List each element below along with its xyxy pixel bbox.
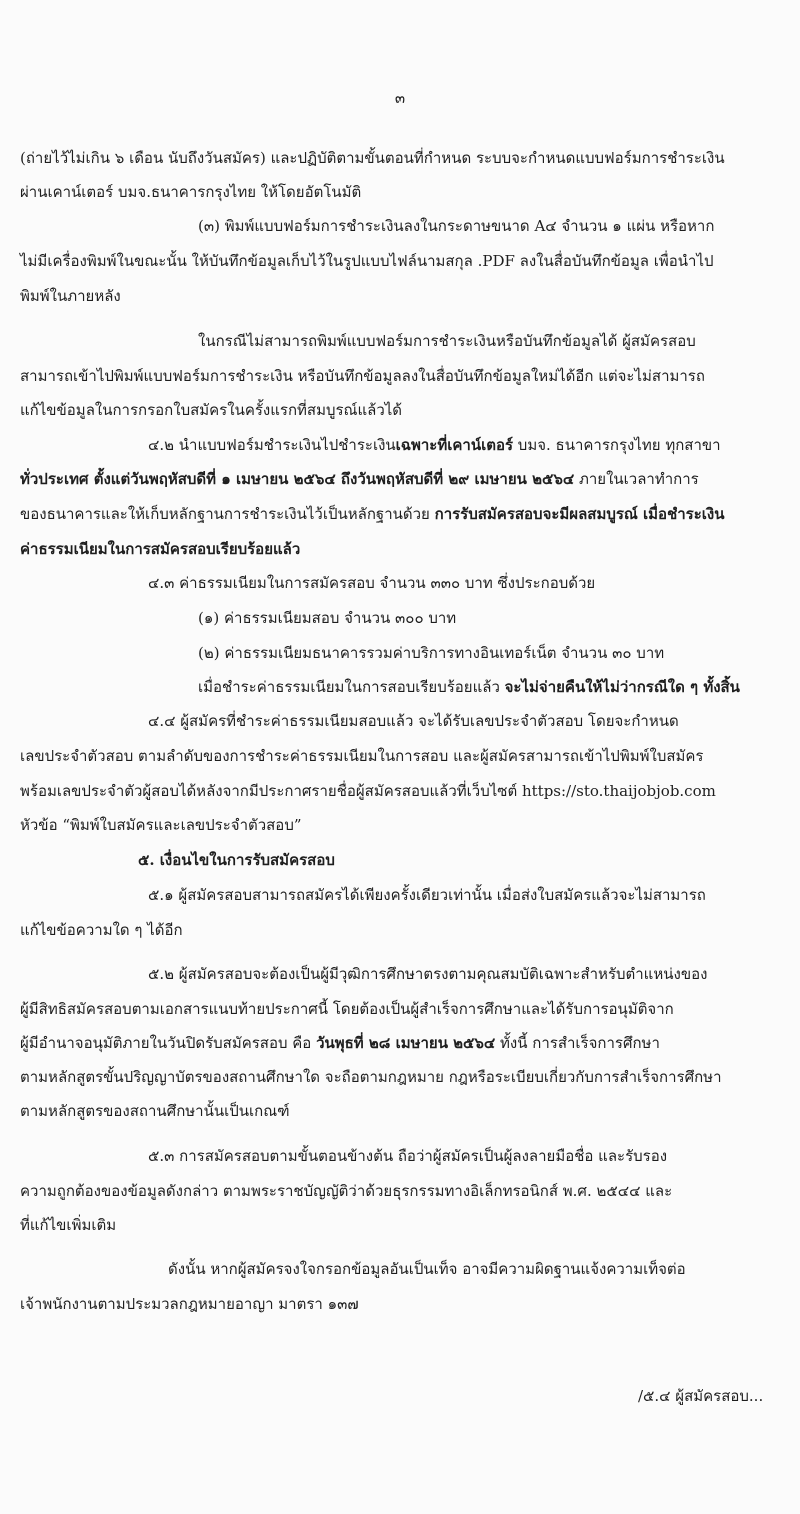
text-line: ไม่มีเครื่องพิมพ์ในขณะนั้น ให้บันทึกข้อมูลเก็บไว้ในรูปแบบไฟล์นามสกุล .PDF ลงในสื่อบันทึกข้อมูล เพื่อนำไป xyxy=(20,252,714,270)
text-line: แก้ไขข้อมูลในการกรอกใบสมัครในครั้งแรกที่สมบูรณ์แล้วได้ xyxy=(20,401,403,419)
text-run: ของธนาคารและให้เก็บหลักฐานการชำระเงินไว้เป็นหลักฐานด้วย xyxy=(20,505,435,523)
bold-text-run: ทั่วประเทศ xyxy=(20,470,94,488)
text-run: ภายในเวลาทำการ xyxy=(574,470,699,488)
text-run: ผู้มีอำนาจอนุมัติภายในวันปิดรับสมัครสอบ คือ xyxy=(20,1034,317,1052)
text-line: (๓) พิมพ์แบบฟอร์มการชำระเงินลงในกระดาษขนาด A๔ จำนวน ๑ แผ่น หรือหาก xyxy=(198,217,715,235)
text-line: ๕.๒ ผู้สมัครสอบจะต้องเป็นผู้มีวุฒิการศึกษาตรงตามคุณสมบัติเฉพาะสำหรับตำแหน่งของ xyxy=(148,965,708,983)
text-line: ๕.๑ ผู้สมัครสอบสามารถสมัครได้เพียงครั้งเดียวเท่านั้น เมื่อส่งใบสมัครแล้วจะไม่สามารถ xyxy=(148,886,706,904)
text-line: เลขประจำตัวสอบ ตามลำดับของการชำระค่าธรรมเนียมในการสอบ และผู้สมัครสามารถเข้าไปพิมพ์ใบสมัคร xyxy=(20,747,704,765)
bold-text-line: ค่าธรรมเนียมในการสมัครสอบเรียบร้อยแล้ว xyxy=(20,540,301,558)
text-line: ผ่านเคาน์เตอร์ บมจ.ธนาคารกรุงไทย ให้โดยอัตโนมัติ xyxy=(20,183,362,201)
bold-text-run: วันพุธที่ ๒๘ เมษายน ๒๕๖๔ xyxy=(316,1034,496,1052)
text-line: ตามหลักสูตรขั้นปริญญาบัตรของสถานศึกษาใด จะถือตามกฎหมาย กฎหรือระเบียบเกี่ยวกับการสำเร็จการศึกษา xyxy=(20,1068,722,1086)
text-line: ตามหลักสูตรของสถานศึกษานั้นเป็นเกณฑ์ xyxy=(20,1102,290,1120)
section-heading: ๕. เงื่อนไขในการรับสมัครสอบ xyxy=(138,851,335,869)
text-line: ผู้มีสิทธิสมัครสอบตามเอกสารแนบท้ายประกาศนี้ โดยต้องเป็นผู้สำเร็จการศึกษาและได้รับการอนุมัติจาก xyxy=(20,1000,674,1018)
website-url: https://sto.thaijobjob.com xyxy=(521,782,716,800)
text-run: เมื่อชำระค่าธรรมเนียมในการสอบเรียบร้อยแล้ว xyxy=(198,678,505,696)
text-line xyxy=(148,435,721,455)
text-line: ในกรณีไม่สามารถพิมพ์แบบฟอร์มการชำระเงินหรือบันทึกข้อมูลได้ ผู้สมัครสอบ xyxy=(198,332,696,350)
text-run: ๔.๒ นำแบบฟอร์มชำระเงินไปชำระเงิน xyxy=(148,436,396,454)
text-line: สามารถเข้าไปพิมพ์แบบฟอร์มการชำระเงิน หรือบันทึกข้อมูลลงในสื่อบันทึกข้อมูลใหม่ได้อีก แต่จะไม่สามารถ xyxy=(20,367,705,385)
text-line: ๕.๓ การสมัครสอบตามขั้นตอนข้างต้น ถือว่าผู้สมัครเป็นผู้ลงลายมือชื่อ และรับรอง xyxy=(148,1147,668,1165)
text-line: (๒) ค่าธรรมเนียมธนาคารรวมค่าบริการทางอินเทอร์เน็ต จำนวน ๓๐ บาท xyxy=(198,644,665,662)
text-line xyxy=(20,781,716,801)
text-line: ที่แก้ไขเพิ่มเติม xyxy=(20,1216,117,1234)
text-run: บมจ. ธนาคารกรุงไทย ทุกสาขา xyxy=(513,436,721,454)
text-line: ๔.๓ ค่าธรรมเนียมในการสมัครสอบ จำนวน ๓๓๐ บาท ซึ่งประกอบด้วย xyxy=(148,574,596,592)
text-line: แก้ไขข้อความใด ๆ ได้อีก xyxy=(20,921,183,939)
text-line: (ถ่ายไว้ไม่เกิน ๖ เดือน นับถึงวันสมัคร) และปฏิบัติตามขั้นตอนที่กำหนด ระบบจะกำหนดแบบฟอร์มการชำระเงิน xyxy=(20,149,725,167)
text-line xyxy=(20,469,699,489)
text-run: พร้อมเลขประจำตัวผู้สอบได้หลังจากมีประกาศรายชื่อผู้สมัครสอบแล้วที่เว็บไซต์ xyxy=(20,782,522,800)
text-line xyxy=(198,677,740,697)
continuation-note: /๕.๔ ผู้สมัครสอบ... xyxy=(638,1387,764,1405)
text-line: เจ้าพนักงานตามประมวลกฎหมายอาญา มาตรา ๑๓๗ xyxy=(20,1295,359,1313)
text-run: ทั้งนี้ การสำเร็จการศึกษา xyxy=(495,1034,660,1052)
bold-text-run: เฉพาะที่เคาน์เตอร์ xyxy=(395,436,514,454)
text-line: หัวข้อ “พิมพ์ใบสมัครและเลขประจำตัวสอบ” xyxy=(20,816,302,834)
text-line xyxy=(20,1033,660,1053)
text-line: ๔.๔ ผู้สมัครที่ชำระค่าธรรมเนียมสอบแล้ว จะได้รับเลขประจำตัวสอบ โดยจะกำหนด xyxy=(148,712,679,730)
bold-text-run: ตั้งแต่วันพฤหัสบดีที่ ๑ เมษายน ๒๕๖๔ ถึงวันพฤหัสบดีที่ ๒๙ เมษายน ๒๕๖๔ xyxy=(93,470,575,488)
bold-text-run: จะไม่จ่ายคืนให้ไม่ว่ากรณีใด ๆ ทั้งสิ้น xyxy=(504,678,740,696)
bold-text-run: การรับสมัครสอบจะมีผลสมบูรณ์ เมื่อชำระเงิน xyxy=(434,505,725,523)
text-line: (๑) ค่าธรรมเนียมสอบ จำนวน ๓๐๐ บาท xyxy=(198,609,457,627)
page-number: ๓ xyxy=(394,89,406,107)
text-line: ดังนั้น หากผู้สมัครจงใจกรอกข้อมูลอันเป็นเท็จ อาจมีความผิดฐานแจ้งความเท็จต่อ xyxy=(168,1260,686,1278)
text-line xyxy=(20,504,725,524)
text-line: ความถูกต้องของข้อมูลดังกล่าว ตามพระราชบัญญัติว่าด้วยธุรกรรมทางอิเล็กทรอนิกส์ พ.ศ. ๒๕๔๔ และ xyxy=(20,1182,673,1200)
text-line: พิมพ์ในภายหลัง xyxy=(20,287,121,305)
